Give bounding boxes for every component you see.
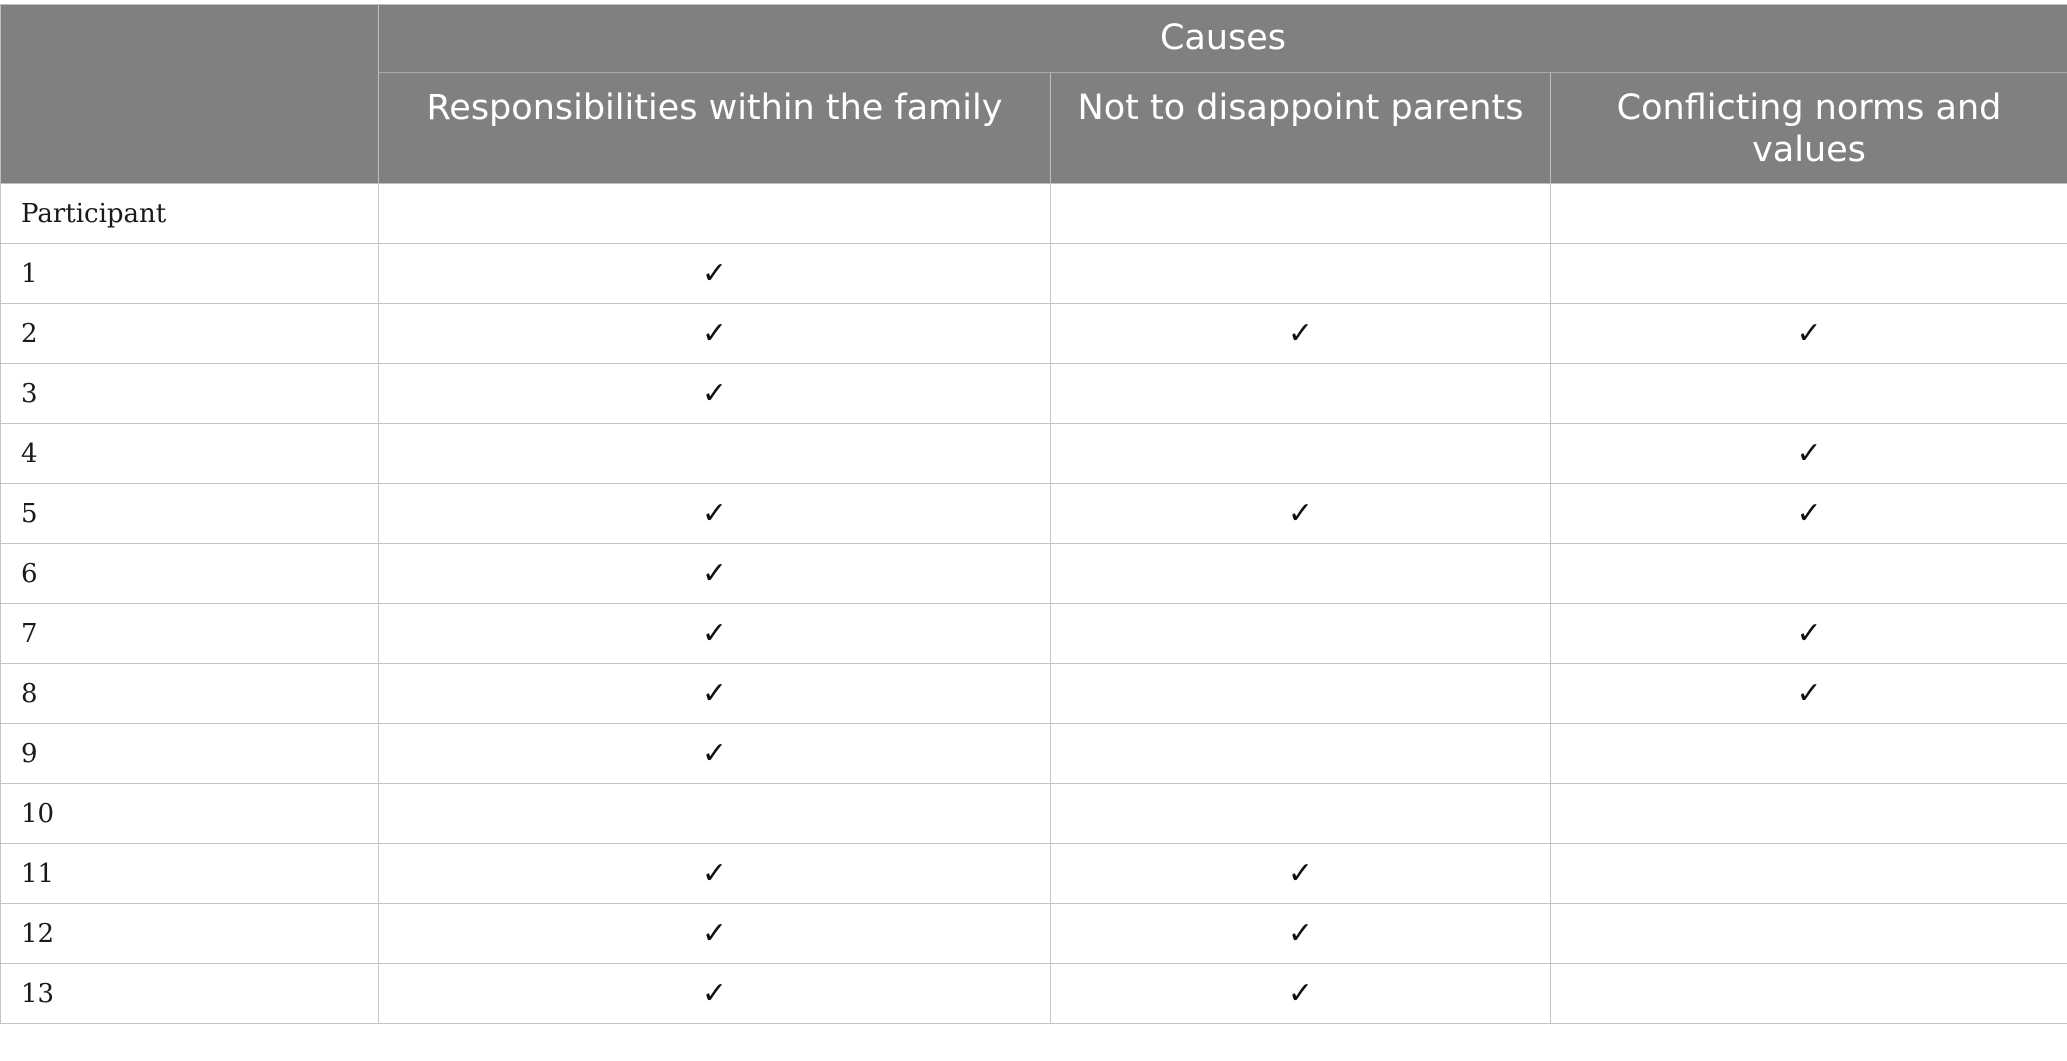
check-cell-responsibilities (379, 904, 1051, 964)
check-cell-conflicting-norms (1551, 604, 2067, 664)
participant-id-cell: 1 (1, 244, 379, 304)
checkmark-icon: ✓ (701, 856, 728, 891)
empty-cell-not-disappoint (1051, 784, 1551, 844)
empty-cell-not-disappoint (1051, 544, 1551, 604)
empty-cell-conflicting-norms (1551, 244, 2067, 304)
header-row-columns (1, 73, 2067, 184)
table-header (1, 5, 2067, 184)
causes-group-header: Causes (379, 5, 2067, 73)
empty-cell-conflicting-norms (1551, 724, 2067, 784)
column-header-conflicting-norms: Conflicting norms and values (1551, 73, 2067, 184)
participant-label-row (1, 184, 2067, 244)
check-cell-responsibilities (379, 724, 1051, 784)
checkmark-icon: ✓ (1287, 856, 1314, 891)
table-row (1, 964, 2067, 1024)
table-row (1, 244, 2067, 304)
participant-id-cell: 5 (1, 484, 379, 544)
table-row (1, 484, 2067, 544)
table-row (1, 844, 2067, 904)
table-row (1, 364, 2067, 424)
check-cell-responsibilities (379, 244, 1051, 304)
column-header-not-disappoint: Not to disappoint parents (1051, 73, 1551, 184)
corner-header-cell (1, 5, 379, 73)
corner-header-cell-lower (1, 73, 379, 184)
header-row-group (1, 5, 2067, 73)
column-header-responsibilities: Responsibilities within the family (379, 73, 1051, 184)
empty-cell-not-disappoint (1051, 424, 1551, 484)
checkmark-icon: ✓ (701, 676, 728, 711)
empty-cell-conflicting-norms (1551, 544, 2067, 604)
check-cell-conflicting-norms (1551, 304, 2067, 364)
checkmark-icon: ✓ (701, 556, 728, 591)
checkmark-icon: ✓ (701, 316, 728, 351)
checkmark-icon: ✓ (701, 256, 728, 291)
check-cell-responsibilities (379, 544, 1051, 604)
checkmark-icon: ✓ (1287, 916, 1314, 951)
check-cell-conflicting-norms (1551, 484, 2067, 544)
checkmark-icon: ✓ (1796, 316, 1822, 351)
table-row (1, 604, 2067, 664)
empty-cell-responsibilities (379, 424, 1051, 484)
checkmark-icon: ✓ (1287, 316, 1314, 351)
empty-cell-conflicting-norms (1551, 364, 2067, 424)
empty-cell-not-disappoint (1051, 364, 1551, 424)
table-row (1, 424, 2067, 484)
participant-id-cell: 7 (1, 604, 379, 664)
participant-id-cell: 2 (1, 304, 379, 364)
checkmark-icon: ✓ (701, 496, 728, 531)
checkmark-icon: ✓ (701, 616, 728, 651)
checkmark-icon: ✓ (1796, 676, 1822, 711)
checkmark-icon: ✓ (701, 376, 728, 411)
check-cell-not-disappoint (1051, 964, 1551, 1024)
check-cell-responsibilities (379, 844, 1051, 904)
table-row (1, 664, 2067, 724)
empty-cell-conflicting-norms (1551, 784, 2067, 844)
participant-id-cell: 13 (1, 964, 379, 1024)
participant-id-cell: 9 (1, 724, 379, 784)
check-cell-responsibilities (379, 364, 1051, 424)
empty-cell-not-disappoint (1051, 664, 1551, 724)
check-cell-not-disappoint (1051, 904, 1551, 964)
participant-id-cell: 4 (1, 424, 379, 484)
causes-table (0, 4, 2067, 1024)
check-cell-responsibilities (379, 964, 1051, 1024)
empty-cell-not-disappoint (1051, 724, 1551, 784)
table-row (1, 784, 2067, 844)
participant-id-cell: 10 (1, 784, 379, 844)
empty-cell-responsibilities (379, 784, 1051, 844)
checkmark-icon: ✓ (1796, 436, 1822, 471)
table-row (1, 724, 2067, 784)
check-cell-responsibilities (379, 304, 1051, 364)
checkmark-icon: ✓ (701, 916, 728, 951)
check-cell-not-disappoint (1051, 844, 1551, 904)
checkmark-icon: ✓ (701, 736, 728, 771)
table-row (1, 904, 2067, 964)
checkmark-icon: ✓ (1796, 616, 1822, 651)
checkmark-icon: ✓ (1796, 496, 1822, 531)
check-cell-not-disappoint (1051, 304, 1551, 364)
check-cell-responsibilities (379, 484, 1051, 544)
table-body (1, 184, 2067, 1024)
checkmark-icon: ✓ (701, 976, 728, 1011)
table-row (1, 304, 2067, 364)
participant-label: Participant (1, 184, 379, 244)
checkmark-icon: ✓ (1287, 976, 1314, 1011)
participant-id-cell: 6 (1, 544, 379, 604)
empty-cell-not-disappoint (1051, 244, 1551, 304)
participant-id-cell: 12 (1, 904, 379, 964)
check-cell-responsibilities (379, 604, 1051, 664)
check-cell-responsibilities (379, 664, 1051, 724)
check-cell-not-disappoint (1051, 484, 1551, 544)
empty-cell-not-disappoint (1051, 604, 1551, 664)
participant-id-cell: 8 (1, 664, 379, 724)
empty-cell (1051, 184, 1551, 244)
participant-id-cell: 3 (1, 364, 379, 424)
empty-cell-conflicting-norms (1551, 844, 2067, 904)
empty-cell (379, 184, 1051, 244)
participant-id-cell: 11 (1, 844, 379, 904)
checkmark-icon: ✓ (1287, 496, 1314, 531)
empty-cell-conflicting-norms (1551, 904, 2067, 964)
table-row (1, 544, 2067, 604)
check-cell-conflicting-norms (1551, 664, 2067, 724)
empty-cell (1551, 184, 2067, 244)
check-cell-conflicting-norms (1551, 424, 2067, 484)
empty-cell-conflicting-norms (1551, 964, 2067, 1024)
